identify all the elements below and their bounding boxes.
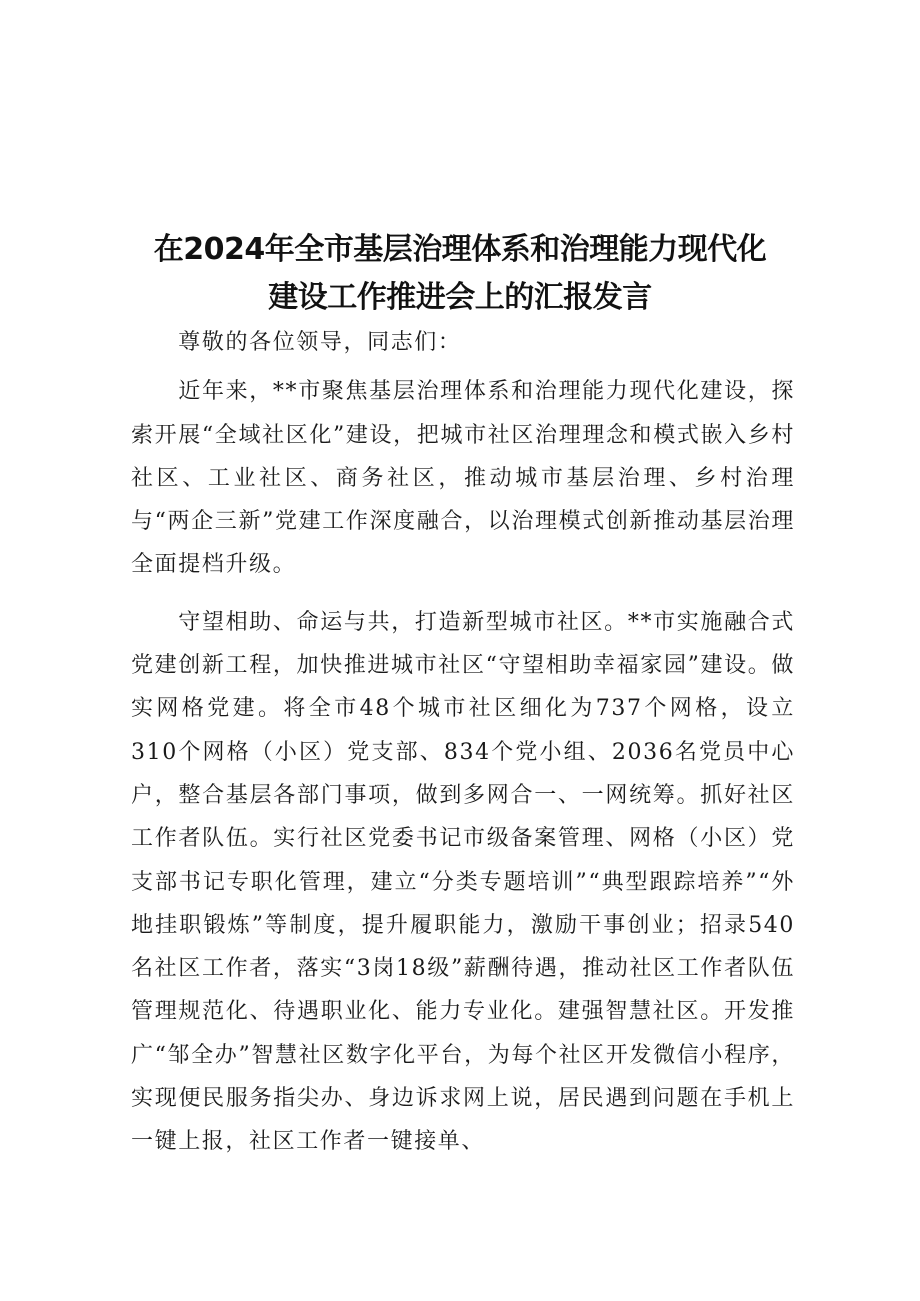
title-line-1: 在2024年全市基层治理体系和治理能力现代化 (153, 232, 767, 267)
document-title (120, 226, 800, 322)
paragraph-urban-community: 守望相助、命运与共，打造新型城市社区。**市实施融合式党建创新工程，加快推进城市社区“守望相助幸福家园”建设。做实网格党建。将全市48个城市社区细化为737个网格，设立310个网格（小区）党支部、834个党小组、2036名党员中心户，整合基层各部门事项，做到多网合一、一网统筹。抓好社区工作者队伍。实行社区党委书记市级备案管理、网格（小区）党支部书记专职化管理，建立“分类专题培训”“典型跟踪培养”“外地挂职锻炼”等制度，提升履职能力，激励干事创业；招录540名社区工作者，落实“3岗18级”薪酬待遇，推动社区工作者队伍管理规范化、待遇职业化、能力专业化。建强智慧社区。开发推广“邹全办”智慧社区数字化平台，为每个社区开发微信小程序，实现便民服务指尖办、身边诉求网上说，居民遇到问题在手机上一键上报，社区工作者一键接单、 (131, 609, 795, 1155)
title-line-2: 建设工作推进会上的汇报发言 (268, 280, 652, 315)
paragraph-intro: 近年来，**市聚焦基层治理体系和治理能力现代化建设，探索开展“全域社区化”建设，把城市社区治理理念和模式嵌入乡村社区、工业社区、商务社区，推动城市基层治理、乡村治理与“两企三新”党建工作深度融合，以治理模式创新推动基层治理全面提档升级。 (131, 379, 795, 578)
salutation: 尊敬的各位领导，同志们： (178, 330, 462, 355)
document-body (131, 321, 795, 1164)
